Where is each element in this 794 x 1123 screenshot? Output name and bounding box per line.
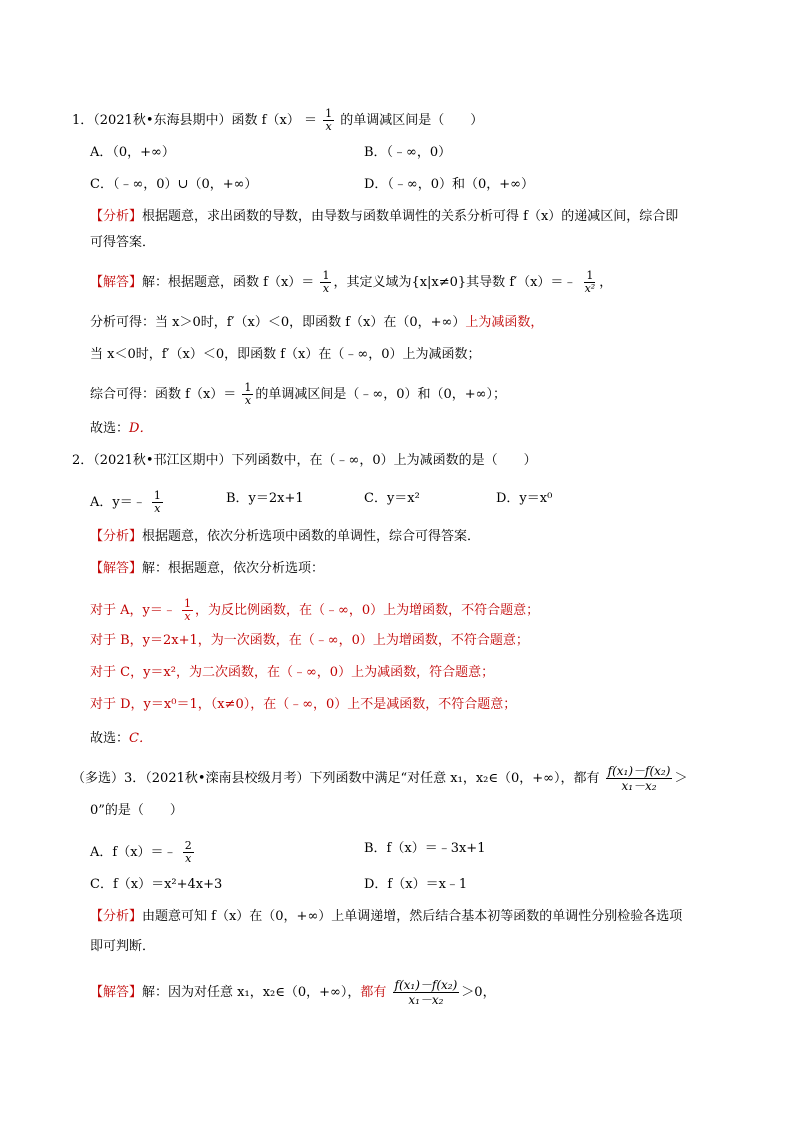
q2-stem: 2．（2021秋•邗江区期中）下列函数中，在（﹣∞，0）上为减函数的是（ ） [72,453,537,468]
q3-option-d: D．f（x）＝x﹣1 [364,877,468,892]
q3-stem-fraction: $\frac{\text{f(x₁)－f(x₂)}}{\text{x₁－x₂}}$ [607,764,671,793]
q1-conclusion: 故选：D． [90,421,153,436]
q2-answer-line-c: 对于 C，y＝x²，为二次函数，在（﹣∞，0）上为减函数，符合题意； [90,665,495,680]
q2-answer: 【解答】解：根据题意，依次分析选项： [90,561,325,576]
q1-analysis-tag: 【分析】 [90,209,143,224]
q1-equals: ＝ [303,113,317,128]
q3-option-a-fraction: $\frac{2}{x}$ [184,839,192,865]
q2-option-c: C．y＝x² [364,491,420,506]
q1-option-c: C．（﹣∞，0）∪（0，+∞） [90,177,258,192]
q2-option-a-fraction: $\frac{1}{x}$ [153,489,161,515]
q1-function-name: f（x） [261,113,300,128]
q1-option-a: A．（0，+∞） [90,145,175,160]
q1-answer-line-2: 分析可得：当 x＞0时，f′（x）＜0，即函数 f（x）在（0，+∞）上为减函数， [90,315,544,330]
q2-option-d: D．y＝x⁰ [496,491,553,506]
q1-answer-fraction-3: $\frac{1}{x}$ [244,381,252,407]
q2-conclusion: 故选：C． [90,731,152,746]
q1-answer-text-b: ，其定义域为{x|x≠0}其导数 f′（x）＝﹣ [333,275,577,290]
q1-option-b: B．（﹣∞，0） [364,145,452,160]
q3-answer-fraction: $\frac{\text{f(x₁)－f(x₂)}}{\text{x₁－x₂}}$ [394,978,458,1007]
q2-answer-line-b: 对于 B，y＝2x+1，为一次函数，在（﹣∞，0）上为增函数，不符合题意； [90,633,529,648]
q1-stem [72,108,483,133]
q1-fraction-denominator: x [325,120,332,133]
q1-answer-fraction-2: $\frac{1}{\text{x²}}$ [584,269,596,295]
q3-analysis-text-2: 即可判断． [90,939,156,954]
q1-stem-text: 1．（2021秋•东海县期中）函数 [72,113,258,128]
q2-analysis: 【分析】根据题意，依次分析选项中函数的单调性，综合可得答案． [90,529,481,544]
q1-option-d: D．（﹣∞，0）和（0，+∞） [364,177,535,192]
q1-fraction-numerator: 1 [325,107,333,120]
q1-analysis-text: 根据题意，求出函数的导数，由导数与函数单调性的关系分析可得 f（x）的递减区间，综合即 [142,209,679,224]
q3-option-a: A．f（x）＝﹣ $\frac{2}{x}$ [90,839,192,865]
q3-option-c: C．f（x）＝x²+4x+3 [90,877,223,892]
q2-option-a: A．y＝﹣ $\frac{1}{x}$ [90,489,161,515]
q3-stem-tail: 0”的是（ ） [90,803,183,818]
q2-answer-line-d: 对于 D，y＝x⁰＝1，（x≠0），在（﹣∞，0）上不是减函数，不符合题意； [90,697,517,712]
q1-answer-line-3: 当 x＜0时，f′（x）＜0，即函数 f（x）在（﹣∞，0）上为减函数； [90,347,481,362]
q1-fraction [323,108,334,133]
q1-answer-text: 解：根据题意，函数 f（x）＝ [142,275,315,290]
q1-analysis-text-2: 可得答案． [90,235,156,250]
q2-option-b: B．y＝2x+1 [226,491,304,506]
q1-answer-line-4: 综合可得：函数 f（x）＝ $\frac{1}{x}$ 的单调减区间是（﹣∞，0）和（0，+∞）； [90,381,507,407]
q3-stem: （多选）3．（2021秋•滦南县校级月考）下列函数中满足“对任意 x₁，x₂∈（0，+∞），都有 $\frac{\text{f(x₁)－f(x₂)}}{\text{x₁－x₂}}$ ＞ [72,764,688,793]
q3-analysis: 【分析】由题意可知 f（x）在（0，+∞）上单调递增，然后结合基本初等函数的单调性分别检验各选项 [90,909,683,924]
q1-answer-line-1: 【解答】解：根据题意，函数 f（x）＝ $\frac{1}{x}$ ，其定义域为{x|x≠0}其导数 f′（x）＝﹣ $\frac{1}{\text{x²}}$ ， [90,269,613,295]
q3-answer: 【解答】解：因为对任意 x₁，x₂∈（0，+∞），都有 $\frac{\text{f(x₁)－f(x₂)}}{\text{x₁－x₂}}$ ＞0， [90,978,496,1007]
q2-answer-fraction: $\frac{1}{x}$ [184,597,192,623]
q3-option-b: B．f（x）＝﹣3x+1 [364,841,486,856]
q1-answer-tag: 【解答】 [90,275,143,290]
q1-answer-fraction-1: $\frac{1}{x}$ [322,269,330,295]
q1-stem-tail: 的单调减区间是（ ） [340,113,484,128]
q2-answer-line-a: 对于 A，y＝﹣ $\frac{1}{x}$ ，为反比例函数，在（﹣∞，0）上为增函数，不符合题意； [90,597,540,623]
q1-analysis [90,208,678,226]
